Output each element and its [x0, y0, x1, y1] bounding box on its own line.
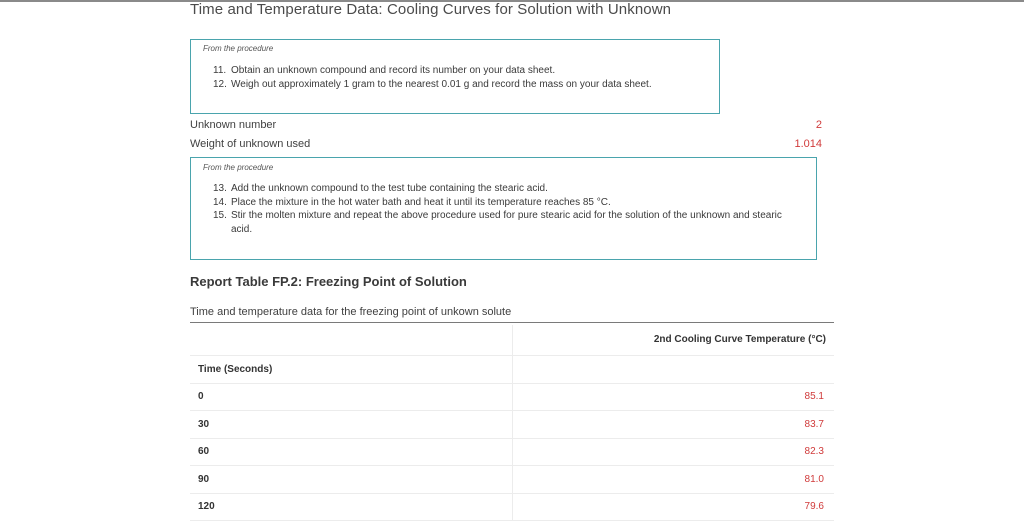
- step-number: 15.: [213, 210, 227, 221]
- report-table-title: Report Table FP.2: Freezing Point of Solution: [190, 274, 467, 289]
- step-number: 12.: [213, 78, 227, 90]
- temperature-cell[interactable]: 82.3: [512, 438, 834, 466]
- step-text: Stir the molten mixture and repeat the above procedure used for pure stearic acid for the solution of the unknown and stearic acid.: [231, 210, 782, 235]
- page-title: Time and Temperature Data: Cooling Curves for Solution with Unknown: [190, 1, 672, 18]
- weight-used-row: [190, 138, 822, 154]
- empty-header-cell: [190, 325, 512, 355]
- procedure-step: [213, 209, 803, 236]
- unknown-number-value[interactable]: 2: [815, 119, 822, 131]
- step-number: 13.: [213, 183, 227, 194]
- table-row: [190, 438, 834, 466]
- temperature-column-header: 2nd Cooling Curve Temperature (°C): [512, 325, 834, 355]
- temperature-cell[interactable]: 83.7: [512, 411, 834, 439]
- step-text: Obtain an unknown compound and record its number on your data sheet.: [231, 65, 556, 76]
- weight-used-value[interactable]: 1.014: [794, 138, 822, 150]
- step-number: 11.: [213, 65, 227, 76]
- procedure-box-1: [190, 39, 720, 114]
- empty-header-cell: [512, 355, 834, 383]
- table-caption: Time and temperature data for the freezing point of unkown solute: [190, 306, 512, 318]
- procedure-step: [213, 78, 652, 92]
- time-cell: 0: [190, 383, 512, 411]
- procedure-step: [213, 182, 803, 196]
- temperature-cell[interactable]: 79.6: [512, 493, 834, 521]
- table-row: [190, 493, 834, 521]
- cooling-data-table: [190, 325, 834, 521]
- table-header-row: [190, 325, 834, 355]
- caption-divider: [190, 322, 834, 323]
- procedure-steps: [213, 182, 803, 236]
- procedure-step: [213, 64, 652, 78]
- time-cell: 90: [190, 466, 512, 494]
- temperature-cell[interactable]: 81.0: [512, 466, 834, 494]
- time-cell: 120: [190, 493, 512, 521]
- procedure-heading: From the procedure: [203, 163, 274, 172]
- unknown-number-label: Unknown number: [190, 119, 277, 131]
- step-text: Place the mixture in the hot water bath and heat it until its temperature reaches 85 °C.: [231, 196, 611, 208]
- time-cell: 30: [190, 411, 512, 439]
- procedure-step: [213, 196, 803, 210]
- time-header-row: [190, 355, 834, 383]
- table-row: [190, 411, 834, 439]
- unknown-number-row: [190, 119, 822, 135]
- weight-used-label: Weight of unknown used: [190, 138, 311, 150]
- time-cell: 60: [190, 438, 512, 466]
- step-text: Weigh out approximately 1 gram to the nearest 0.01 g and record the mass on your data sheet.: [231, 78, 652, 90]
- step-number: 14.: [213, 196, 227, 208]
- time-column-header: Time (Seconds): [190, 355, 512, 383]
- temperature-cell[interactable]: 85.1: [512, 383, 834, 411]
- procedure-box-2: [190, 157, 817, 260]
- procedure-steps: [213, 64, 652, 91]
- step-text: Add the unknown compound to the test tube containing the stearic acid.: [231, 183, 548, 194]
- table-row: [190, 383, 834, 411]
- procedure-heading: From the procedure: [203, 44, 274, 53]
- table-row: [190, 466, 834, 494]
